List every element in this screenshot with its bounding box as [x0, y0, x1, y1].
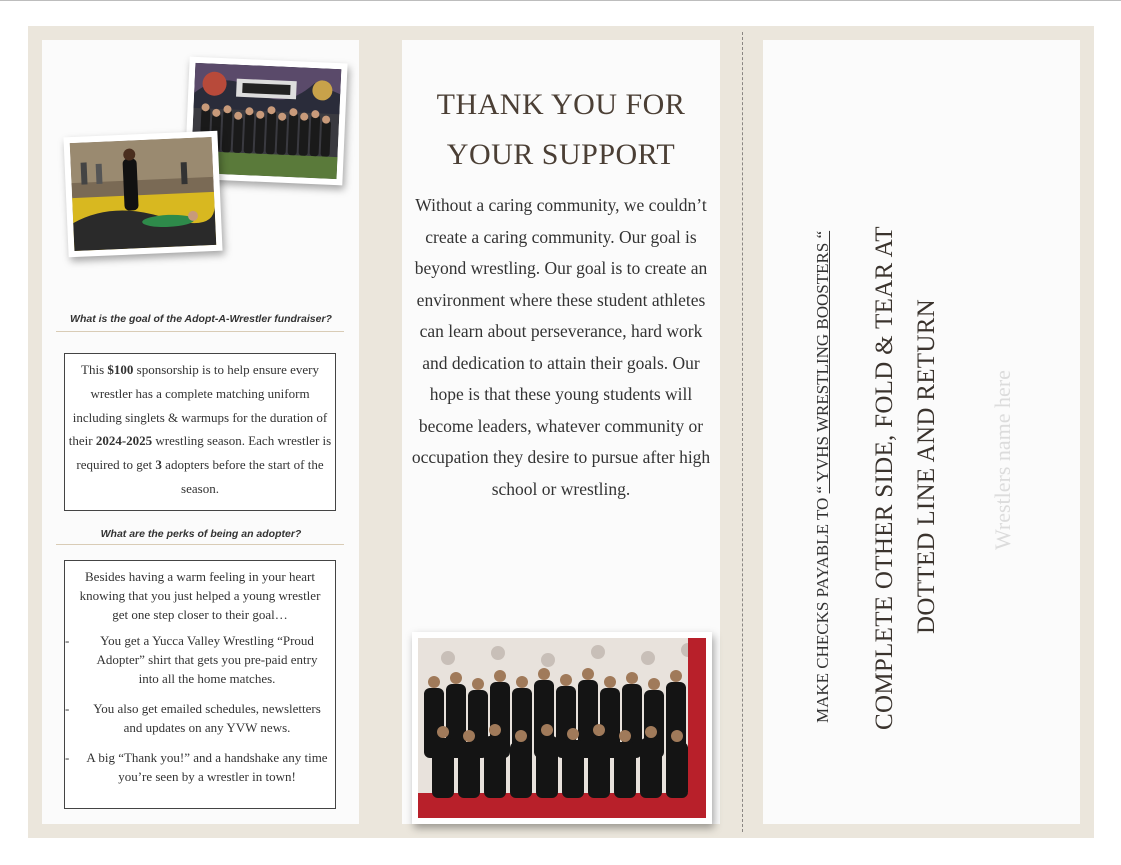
goal-question: What is the goal of the Adopt-A-Wrestler fundraiser?	[70, 313, 332, 325]
goal-text: This	[81, 362, 108, 377]
perks-box	[64, 560, 336, 809]
right-panel: MAKE CHECKS PAYABLE TO “ YVHS WRESTLING BOOSTERS “ COMPLETE OTHER SIDE, FOLD & TEAR AT DOTTED LINE AND RETURN Wrestlers name here	[763, 40, 1080, 824]
page-top-border	[0, 0, 1121, 1]
mission-text: Without a caring community, we couldn’t create a caring community. Our goal is beyond wrestling. Our goal is to create an environment where these student athletes can learn about perseverance, hard work and dedication to attain their goals. Our hope is that these young students will become leaders, whatever community or occupation they desire to pursue after high school or wrestling.	[411, 195, 711, 499]
thank-you-title	[402, 80, 720, 180]
goal-text: adopters before the start of the season.	[161, 457, 324, 496]
perk-item: - A big “Thank you!” and a handshake any time you’re seen by a wrestler in town!	[65, 750, 328, 784]
goal-text: wrestling season. Each wrestler is required to get	[76, 433, 332, 473]
divider	[56, 331, 344, 332]
payable-text: MAKE CHECKS PAYABLE TO	[813, 493, 832, 723]
perk-item: - You get a Yucca Valley Wrestling “Proud Adopter” shirt that gets you pre-paid entry into all the home matches.	[65, 633, 318, 686]
payee-name: “ YVHS WRESTLING BOOSTERS “	[813, 230, 832, 494]
title-line: YOUR SUPPORT	[446, 138, 676, 171]
title-line: THANK YOU FOR	[436, 88, 686, 121]
goal-box	[64, 353, 336, 511]
brochure-sheet	[28, 26, 1094, 838]
season-years: 2024-2025	[95, 433, 153, 449]
wrestling-match-photo	[63, 131, 222, 258]
sponsorship-amount: $100	[107, 362, 134, 377]
divider	[56, 544, 344, 545]
team-group-photo	[412, 632, 712, 824]
perk-text: You get a Yucca Valley Wrestling “Proud Adopter” shirt that gets you pre-paid entry into all the home matches.	[96, 633, 318, 686]
goal-text: sponsorship is to help ensure every wrestler has a complete matching uniform including singlets & warmups for the duration of their	[68, 362, 328, 449]
middle-panel	[402, 40, 720, 824]
left-panel	[42, 40, 359, 824]
perks-question: What are the perks of being an adopter?	[100, 528, 302, 540]
tear-line	[742, 32, 743, 832]
perk-text: You also get emailed schedules, newsletters and updates on any YVW news.	[93, 701, 321, 735]
perk-item: - You also get emailed schedules, newsletters and updates on any YVW news.	[65, 701, 321, 735]
perks-intro: Besides having a warm feeling in your heart knowing that you just helped a young wrestler get one step closer to their goal…	[79, 569, 321, 622]
adopter-count: 3	[155, 457, 162, 473]
perk-text: A big “Thank you!” and a handshake any time you’re seen by a wrestler in town!	[86, 750, 328, 784]
